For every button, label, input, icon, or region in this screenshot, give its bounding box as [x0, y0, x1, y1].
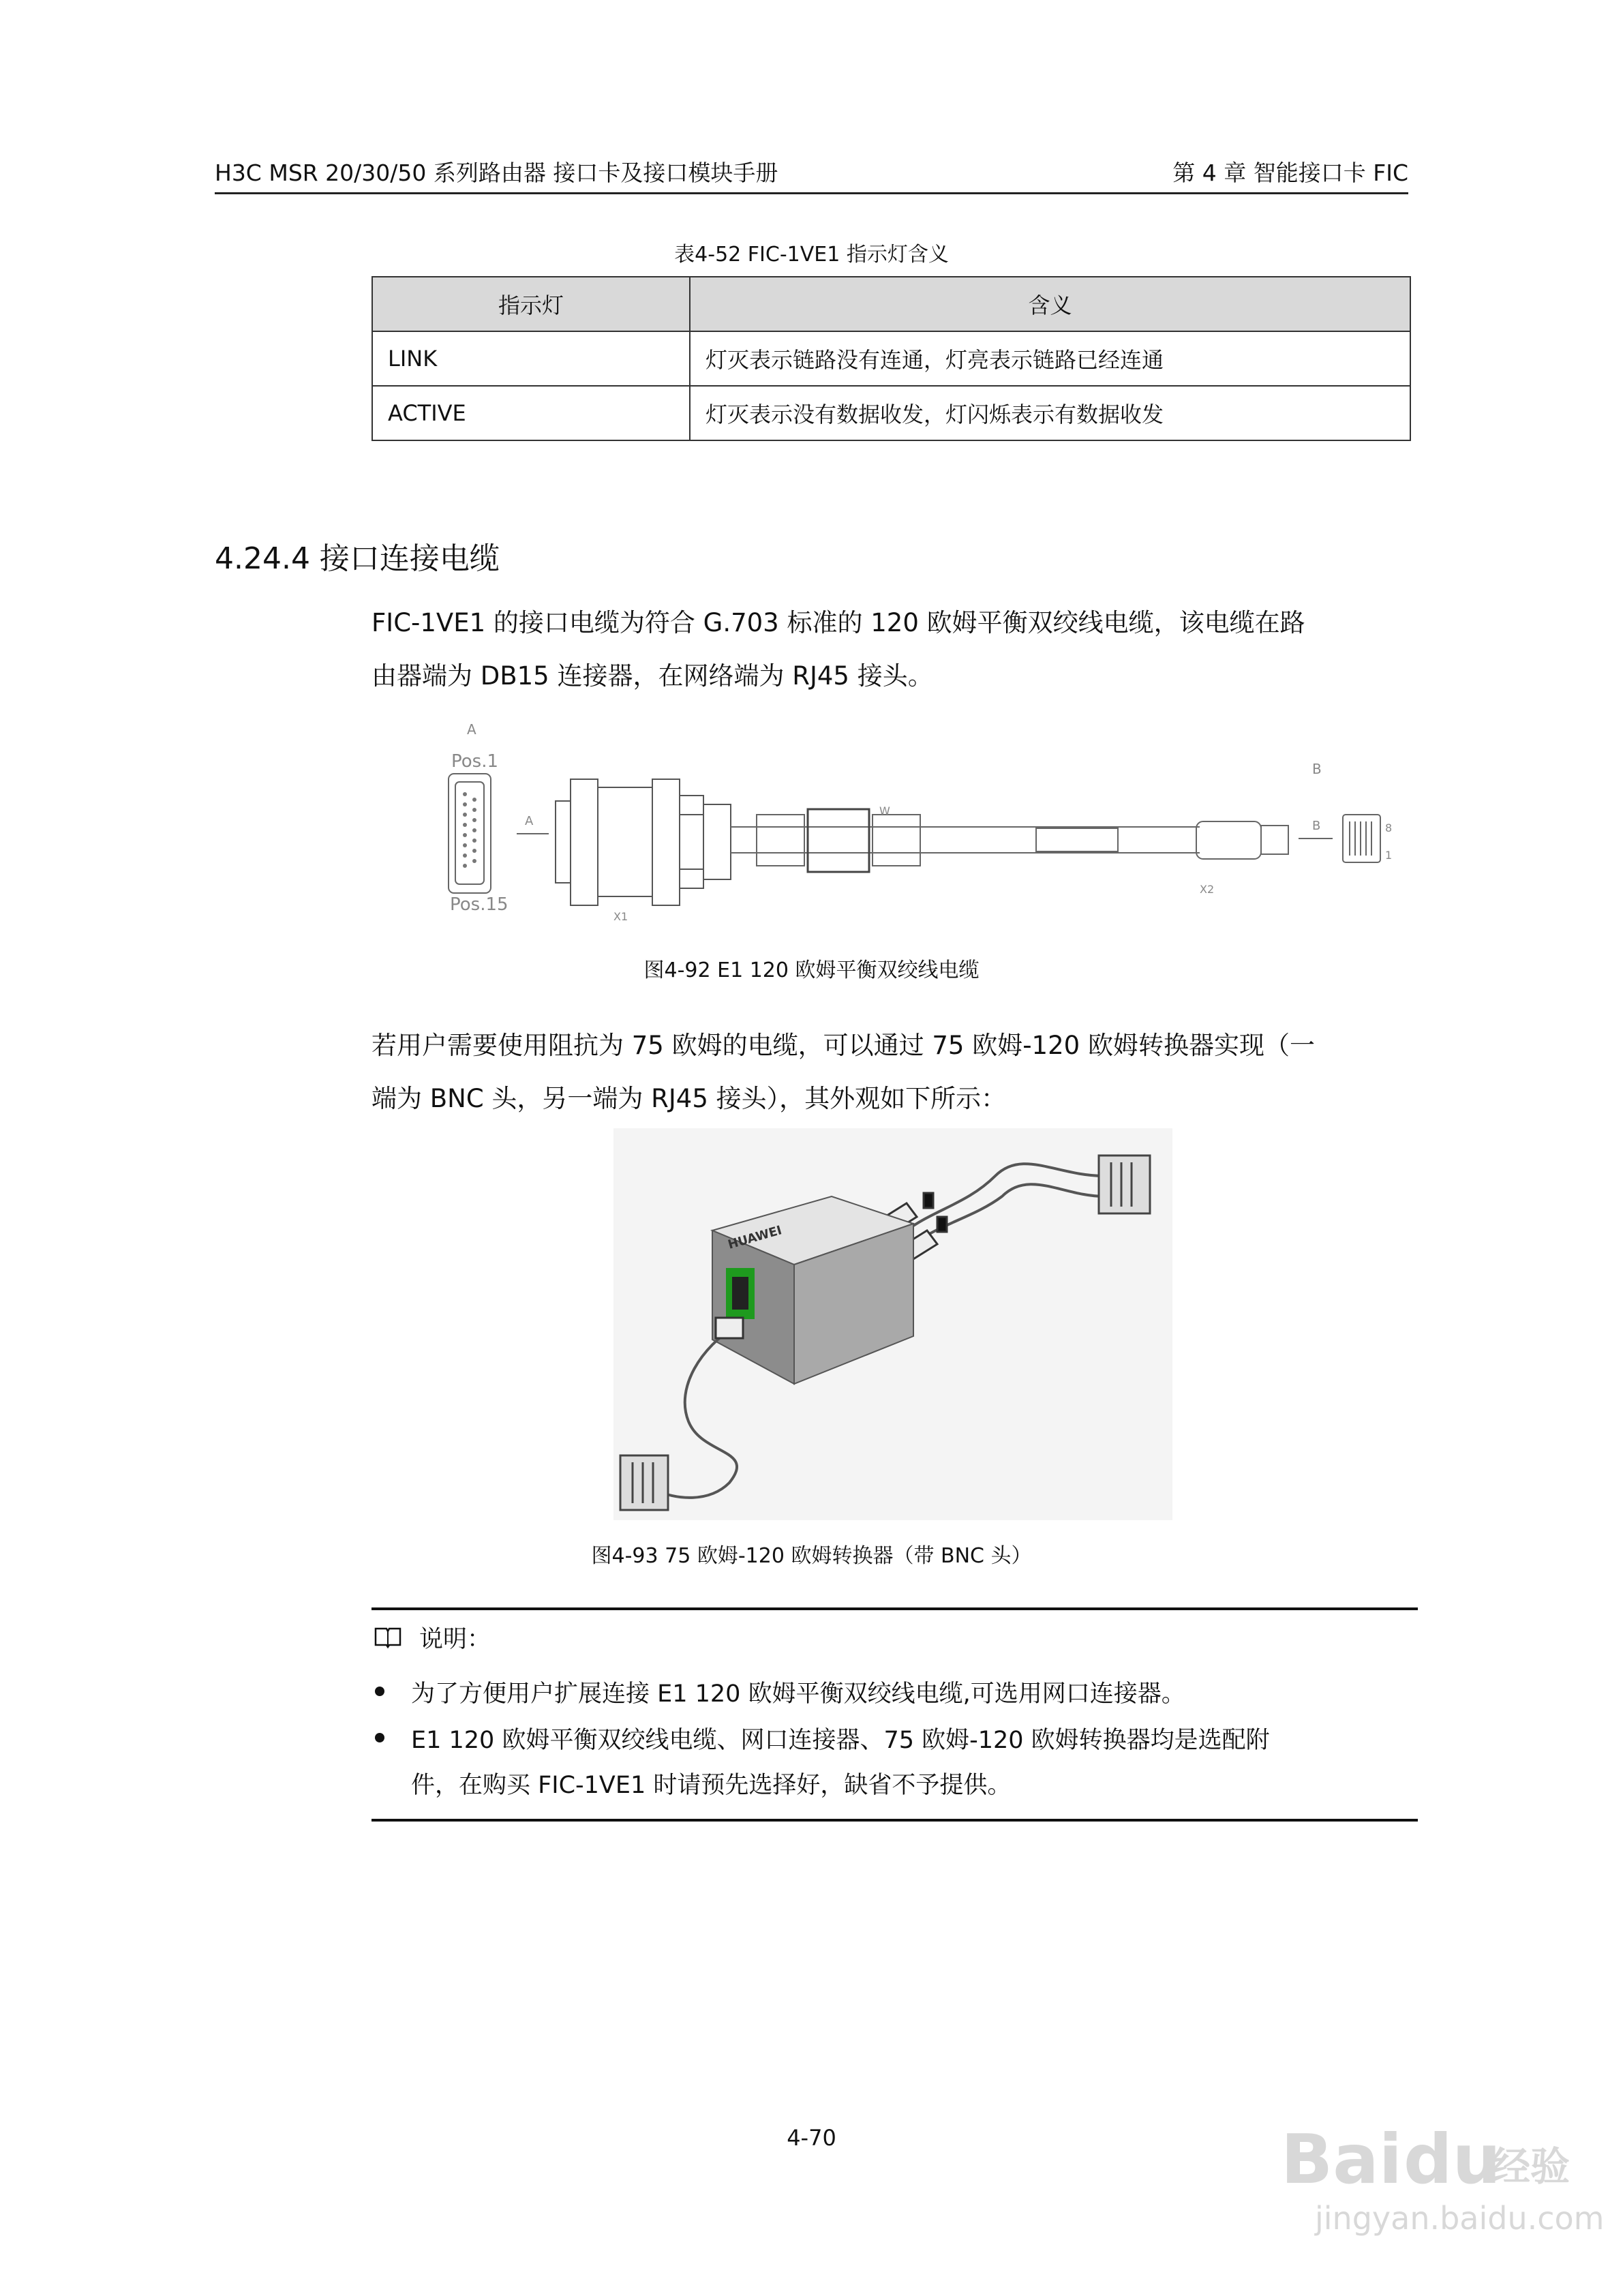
cable-body	[731, 809, 1288, 872]
paragraph-line: FIC-1VE1 的接口电缆为符合 G.703 标准的 120 欧姆平衡双绞线电缆，该电缆在路	[371, 608, 1305, 637]
note-heading: 说明：	[419, 1626, 491, 1653]
figure-caption: 图4-92 E1 120 欧姆平衡双绞线电缆	[643, 958, 980, 982]
table-row	[372, 331, 1410, 386]
header-divider	[215, 192, 1408, 194]
book-icon	[374, 1626, 402, 1648]
note-item	[371, 1718, 1418, 1763]
paragraph-line: 由器端为 DB15 连接器，在网络端为 RJ45 接头。	[371, 661, 933, 691]
rj45-plug	[716, 1318, 743, 1338]
chapter-title: 第 4 章 智能接口卡 FIC	[1172, 160, 1408, 186]
note-item	[371, 1672, 1418, 1717]
page-number: 4-70	[787, 2125, 836, 2151]
table-header-row	[372, 277, 1410, 331]
note-top-rule	[371, 1607, 1418, 1610]
d-sub-connector-top	[1099, 1155, 1150, 1213]
bullet-icon	[375, 1733, 384, 1742]
label-x1: X1	[613, 910, 628, 923]
paragraph-line: 若用户需要使用阻抗为 75 欧姆的电缆，可以通过 75 欧姆-120 欧姆转换器实现（一	[371, 1031, 1315, 1060]
watermark-url: jingyan.baidu.com	[1315, 2200, 1605, 2237]
bullet-icon	[375, 1687, 384, 1696]
watermark-du: du	[1404, 2119, 1501, 2199]
label-pin1: 1	[1385, 849, 1393, 862]
figure-caption: 图4-93 75 欧姆-120 欧姆转换器（带 BNC 头）	[591, 1544, 1032, 1568]
table-caption: 表4-52 FIC-1VE1 指示灯含义	[674, 243, 949, 267]
db15-connector	[556, 779, 731, 905]
header-title: H3C MSR 20/30/50 系列路由器 接口卡及接口模块手册	[215, 160, 778, 186]
section-heading: 4.24.4 接口连接电缆	[215, 541, 500, 576]
baidu-jingyan-watermark	[1274, 2106, 1605, 2250]
table-row	[372, 386, 1410, 440]
e1-cable-diagram	[436, 719, 1404, 924]
column-header-meaning: 含义	[690, 277, 1410, 331]
label-x2: X2	[1200, 883, 1215, 896]
column-header-indicator: 指示灯	[372, 277, 690, 331]
note-item-text: 件，在购买 FIC-1VE1 时请预先选择好，缺省不予提供。	[411, 1772, 1012, 1799]
d-sub-connector-bottom	[620, 1455, 668, 1510]
converter-photo	[613, 1128, 1172, 1520]
paragraph-line: 端为 BNC 头，另一端为 RJ45 接头），其外观如下所示：	[371, 1084, 1007, 1113]
label-a-arrow: A	[525, 814, 534, 828]
note-item-text: 为了方便用户扩展连接 E1 120 欧姆平衡双绞线电缆,可选用网口连接器。	[411, 1680, 1185, 1708]
note-item-text: E1 120 欧姆平衡双绞线电缆、网口连接器、75 欧姆-120 欧姆转换器均是选配附	[411, 1727, 1270, 1754]
indicator-cell: LINK	[372, 331, 690, 386]
indicator-cell: ACTIVE	[372, 386, 690, 440]
label-b-top: B	[1312, 761, 1322, 777]
watermark-bai: Bai	[1281, 2119, 1402, 2199]
label-pos15: Pos.15	[450, 894, 509, 915]
label-a-top: A	[467, 721, 476, 738]
indicator-table	[371, 276, 1411, 441]
meaning-cell: 灯灭表示链路没有连通，灯亮表示链路已经连通	[690, 331, 1410, 386]
label-b-arrow: B	[1312, 819, 1321, 833]
label-w: W	[879, 804, 890, 817]
label-pos1: Pos.1	[451, 751, 499, 772]
rj45-front-view	[1343, 815, 1380, 862]
meaning-cell: 灯灭表示没有数据收发，灯闪烁表示有数据收发	[690, 386, 1410, 440]
brand-label: HUAWEI	[726, 1223, 784, 1252]
db15-front-view	[449, 774, 491, 893]
watermark-jingyan: 经验	[1491, 2143, 1571, 2190]
label-pin8: 8	[1385, 821, 1393, 834]
note-item-continuation	[371, 1763, 1418, 1808]
note-bottom-rule	[371, 1819, 1418, 1822]
